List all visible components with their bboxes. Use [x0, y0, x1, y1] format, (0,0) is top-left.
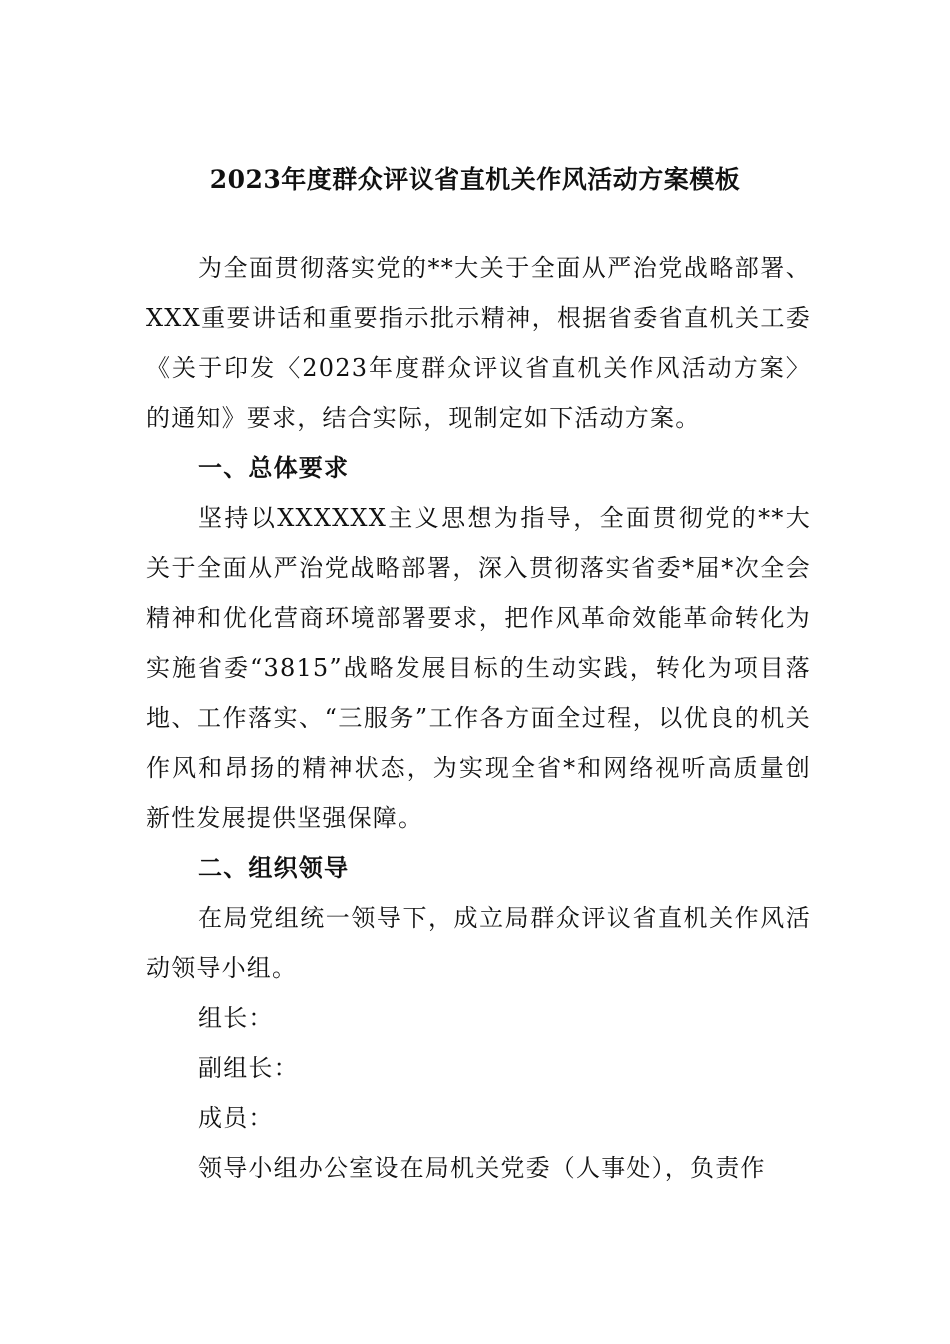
members-line: 成员： [198, 1104, 274, 1132]
intro-paragraph: 为全面贯彻落实党的**大关于全面从严治党战略部署、XXX重要讲话和重要指示批示精神，根据省委省直机关工委《关于印发〈2023年度群众评议省直机关作风活动方案〉的通知》要求，结合实际，现制定如下活动方案。 [146, 254, 811, 432]
general-requirements-paragraph: 坚持以XXXXXX主义思想为指导，全面贯彻党的**大关于全面从严治党战略部署，深入贯彻落实省委*届*次全会精神和优化营商环境部署要求，把作风革命效能革命转化为实施省委“3815”战略发展目标的生动实践，转化为项目落地、工作落实、“三服务”工作各方面全过程，以优良的机关作风和昂扬的精神状态，为实现全省*和网络视听高质量创新性发展提供坚强保障。 [146, 504, 811, 832]
leadership-group-paragraph: 在局党组统一领导下，成立局群众评议省直机关作风活动领导小组。 [146, 904, 811, 982]
section-heading-organization-leadership: 二、组织领导 [198, 853, 350, 882]
office-paragraph: 领导小组办公室设在局机关党委（人事处），负责作 [198, 1154, 766, 1182]
section-heading-general-requirements: 一、总体要求 [198, 453, 350, 482]
document-body [146, 243, 811, 1193]
document-title: 2023年度群众评议省直机关作风活动方案模板 [209, 165, 741, 194]
group-leader-line: 组长： [198, 1004, 274, 1032]
deputy-leader-line: 副组长： [198, 1054, 299, 1082]
